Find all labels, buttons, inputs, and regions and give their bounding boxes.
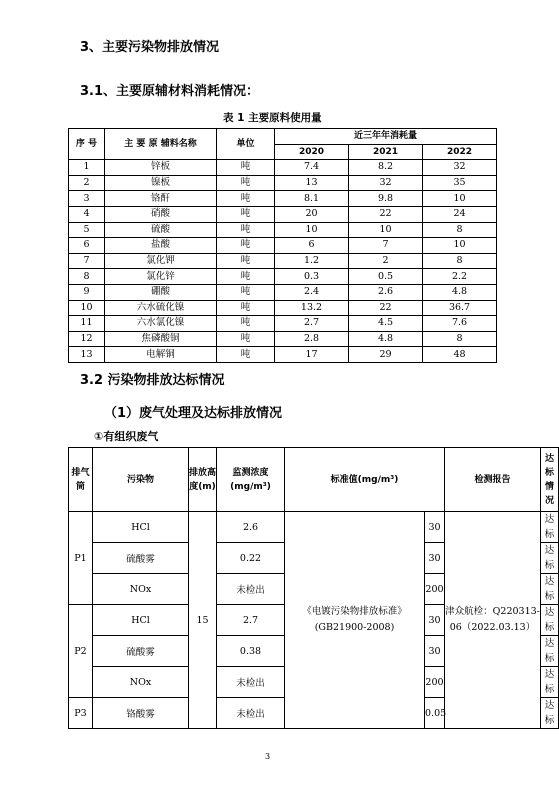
t1-cell-name: 六水硫化镍: [105, 300, 217, 316]
t2-pollutant: 硫酸雾: [93, 543, 189, 574]
t1-cell-v2021: 7: [349, 238, 423, 254]
t1-cell-v2020: 17: [275, 347, 349, 363]
t2-stack: P2: [69, 605, 93, 698]
t1-head-year: 2021: [349, 144, 423, 160]
t1-cell-v2022: 32: [423, 160, 497, 176]
t2-limit: 30: [425, 605, 445, 636]
t1-cell-v2022: 10: [423, 191, 497, 207]
t2-status: 达标: [541, 698, 559, 729]
t1-head-recent: 近三年年消耗量: [275, 129, 497, 145]
t1-cell-unit: 吨: [217, 191, 275, 207]
t1-cell-no: 11: [69, 316, 105, 332]
table-row: [69, 300, 497, 316]
t2-pollutant: NOx: [93, 574, 189, 605]
t2-head-pollutant: 污染物: [93, 448, 189, 512]
t1-cell-unit: 吨: [217, 253, 275, 269]
t1-cell-unit: 吨: [217, 316, 275, 332]
t1-cell-name: 镍板: [105, 175, 217, 191]
t1-cell-v2022: 8: [423, 253, 497, 269]
t1-cell-unit: 吨: [217, 238, 275, 254]
t1-cell-unit: 吨: [217, 300, 275, 316]
t1-cell-v2021: 10: [349, 222, 423, 238]
table-row: [69, 347, 497, 363]
t1-cell-v2020: 2.7: [275, 316, 349, 332]
t2-pollutant: 铬酸雾: [93, 698, 189, 729]
table-row: [69, 284, 497, 300]
t1-head-year: 2022: [423, 144, 497, 160]
t1-cell-no: 12: [69, 331, 105, 347]
table-row: [69, 206, 497, 222]
section-heading-3-1: 3.1、主要原辅材料消耗情况：: [80, 84, 260, 99]
t1-cell-name: 氯化钾: [105, 253, 217, 269]
t2-pollutant: HCl: [93, 512, 189, 543]
t2-head-conc: 监测浓度(mg/m³): [217, 448, 285, 512]
t1-cell-name: 铬酐: [105, 191, 217, 207]
t1-cell-v2022: 36.7: [423, 300, 497, 316]
t1-cell-no: 8: [69, 269, 105, 285]
t1-cell-v2020: 20: [275, 206, 349, 222]
t2-status: 达标: [541, 543, 559, 574]
t1-cell-name: 锌板: [105, 160, 217, 176]
t2-conc: 未检出: [217, 574, 285, 605]
t1-cell-unit: 吨: [217, 331, 275, 347]
t1-cell-no: 13: [69, 347, 105, 363]
table-row: [69, 331, 497, 347]
t1-cell-no: 2: [69, 175, 105, 191]
t1-cell-v2022: 8: [423, 222, 497, 238]
t2-pollutant: NOx: [93, 667, 189, 698]
t1-cell-name: 氯化锌: [105, 269, 217, 285]
t1-cell-v2022: 7.6: [423, 316, 497, 332]
t1-cell-name: 盐酸: [105, 238, 217, 254]
t1-cell-v2020: 10: [275, 222, 349, 238]
t2-head-height: 排放高度(m): [189, 448, 217, 512]
t1-cell-v2020: 2.4: [275, 284, 349, 300]
t2-stack: P1: [69, 512, 93, 605]
t1-cell-v2020: 8.1: [275, 191, 349, 207]
t1-cell-name: 硫酸: [105, 222, 217, 238]
t1-cell-v2022: 24: [423, 206, 497, 222]
t1-head-unit: 单位: [217, 129, 275, 160]
t2-status: 达标: [541, 667, 559, 698]
t1-cell-name: 硼酸: [105, 284, 217, 300]
t1-cell-unit: 吨: [217, 175, 275, 191]
table-row: [69, 175, 497, 191]
t1-cell-v2021: 4.5: [349, 316, 423, 332]
t2-report: 津众航检：Q220313-06（2022.03.13）: [445, 512, 541, 729]
table-row: [69, 238, 497, 254]
t1-cell-name: 硝酸: [105, 206, 217, 222]
t2-pollutant: 硫酸雾: [93, 636, 189, 667]
section-heading-3: 3、主要污染物排放情况: [80, 40, 220, 55]
t1-cell-v2021: 2.6: [349, 284, 423, 300]
t1-cell-v2020: 1.2: [275, 253, 349, 269]
t1-cell-no: 10: [69, 300, 105, 316]
t1-cell-unit: 吨: [217, 284, 275, 300]
t1-cell-v2022: 8: [423, 331, 497, 347]
table-row: [69, 191, 497, 207]
t1-cell-v2021: 9.8: [349, 191, 423, 207]
t1-cell-name: 六水氯化镍: [105, 316, 217, 332]
t2-status: 达标: [541, 574, 559, 605]
t2-conc: 未检出: [217, 667, 285, 698]
t2-head-std: 标准值(mg/m³): [285, 448, 445, 512]
t1-cell-v2022: 35: [423, 175, 497, 191]
t1-cell-no: 4: [69, 206, 105, 222]
t1-cell-v2021: 8.2: [349, 160, 423, 176]
t1-cell-v2021: 29: [349, 347, 423, 363]
section-heading-3-2: 3.2 污染物排放达标情况: [80, 373, 225, 388]
t2-limit: 30: [425, 512, 445, 543]
t2-status: 达标: [541, 512, 559, 543]
t2-conc: 未检出: [217, 698, 285, 729]
t1-cell-v2020: 6: [275, 238, 349, 254]
t1-cell-v2022: 10: [423, 238, 497, 254]
table-row: [69, 253, 497, 269]
t1-cell-v2022: 2.2: [423, 269, 497, 285]
raw-material-table: [68, 128, 497, 363]
t2-head-status: 达标情况: [541, 448, 559, 512]
page-number: 3: [265, 752, 271, 761]
t1-cell-v2022: 4.8: [423, 284, 497, 300]
t1-cell-v2020: 0.3: [275, 269, 349, 285]
t2-head-report: 检测报告: [445, 448, 541, 512]
t1-cell-v2021: 2: [349, 253, 423, 269]
t1-cell-v2021: 32: [349, 175, 423, 191]
t1-cell-v2021: 0.5: [349, 269, 423, 285]
t2-conc: 0.22: [217, 543, 285, 574]
t1-cell-no: 7: [69, 253, 105, 269]
t1-cell-v2022: 48: [423, 347, 497, 363]
organized-gas-heading: ①有组织废气: [94, 430, 159, 443]
t1-cell-v2020: 13: [275, 175, 349, 191]
t1-cell-v2020: 13.2: [275, 300, 349, 316]
t1-cell-v2021: 22: [349, 206, 423, 222]
t1-cell-no: 3: [69, 191, 105, 207]
t1-cell-v2020: 2.8: [275, 331, 349, 347]
table-row: [69, 269, 497, 285]
t2-limit: 200: [425, 574, 445, 605]
t1-head-name: 主 要 原 辅料名称: [105, 129, 217, 160]
t1-head-no: 序 号: [69, 129, 105, 160]
t1-head-year: 2020: [275, 144, 349, 160]
t1-cell-unit: 吨: [217, 222, 275, 238]
table-row: [69, 160, 497, 176]
t2-conc: 2.6: [217, 512, 285, 543]
t1-cell-no: 6: [69, 238, 105, 254]
t2-conc: 0.38: [217, 636, 285, 667]
emission-table: [68, 447, 559, 729]
waste-gas-heading: （1）废气处理及达标排放情况: [104, 406, 283, 421]
t2-pollutant: HCl: [93, 605, 189, 636]
t2-limit: 30: [425, 636, 445, 667]
t1-cell-unit: 吨: [217, 206, 275, 222]
table-row: [69, 222, 497, 238]
table-row: [69, 316, 497, 332]
t1-cell-v2020: 7.4: [275, 160, 349, 176]
t2-height: 15: [189, 512, 217, 729]
t1-cell-name: 焦磷酸铜: [105, 331, 217, 347]
t2-stack: P3: [69, 698, 93, 729]
t2-status: 达标: [541, 605, 559, 636]
t1-cell-name: 电解铜: [105, 347, 217, 363]
t1-cell-v2021: 22: [349, 300, 423, 316]
t2-limit: 0.05: [425, 698, 445, 729]
t1-cell-unit: 吨: [217, 347, 275, 363]
t2-standard-name: 《电镀污染物排放标准》(GB21900-2008): [285, 512, 425, 729]
t2-conc: 2.7: [217, 605, 285, 636]
t2-limit: 30: [425, 543, 445, 574]
table1-caption: 表 1 主要原料使用量: [223, 112, 322, 124]
t1-cell-no: 5: [69, 222, 105, 238]
t1-cell-v2021: 4.8: [349, 331, 423, 347]
t1-cell-no: 1: [69, 160, 105, 176]
t2-limit: 200: [425, 667, 445, 698]
t2-status: 达标: [541, 636, 559, 667]
t1-cell-unit: 吨: [217, 269, 275, 285]
t2-head-stack: 排气筒: [69, 448, 93, 512]
t1-cell-unit: 吨: [217, 160, 275, 176]
t1-cell-no: 9: [69, 284, 105, 300]
